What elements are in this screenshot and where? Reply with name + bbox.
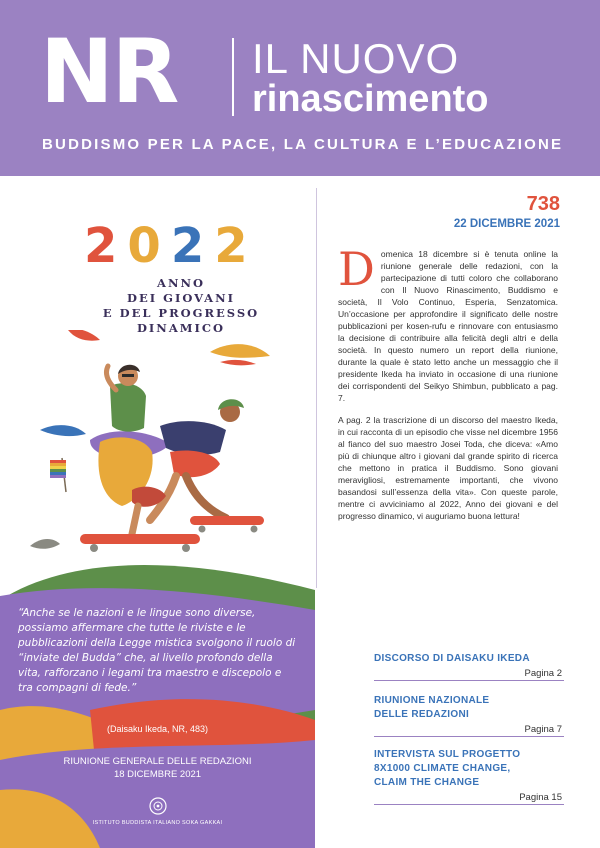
issue-date: 22 DICEMBRE 2021 <box>453 218 560 230</box>
skateboard-wheel-shape <box>182 544 190 552</box>
nr-logo: NR <box>40 20 178 123</box>
raised-arm-shape <box>106 366 116 390</box>
toc-title: RIUNIONE NAZIONALE <box>374 695 490 706</box>
masthead-divider <box>232 38 234 116</box>
article-text: omenica 18 dicembre si è tenuta online la riunione generale delle redazioni, con la partecipazione di tutti coloro che collaborano con Il Nuovo Rinascimento, Buddismo e società, Il Volo Continuo, Esperia, Senzatomica. Un’occasione per approfondire il significato delle nostre pubblicazioni per kosen-rufu e rinnovare con entusiasmo la decisione di contribuire alla felicità degli altri e della società. In questo numero un report della riunione, durante la quale è stato letto anche un messaggio che il presidente Ikeda ha inviato in occasione di una riunione dei corrispondenti del Seikyo Shimbun, pubblicato a pag. 7. <box>338 249 558 403</box>
masthead-tagline: BUDDISMO PER LA PACE, LA CULTURA E L’EDUCAZIONE <box>42 136 564 153</box>
toc-title: CLAIM THE CHANGE <box>374 777 480 788</box>
toc-item[interactable] <box>374 748 564 805</box>
drop-cap: D <box>338 242 375 296</box>
navy-shirt-shape <box>160 421 226 455</box>
publisher-name: ISTITUTO BUDDISTA ITALIANO SOKA GAKKAI <box>92 820 223 826</box>
ikeda-quote: “Anche se le nazioni e le lingue sono diverse, possiamo affermare che tutte le riviste e le pubblicazioni della Legge mistica svolgono il ruolo di “inviate del Budda” che, al livello profondo della vita, rafforzano i legami tra maestro e discepolo e tra compagni di fede.” <box>18 607 296 694</box>
year-digit: 0 <box>127 218 171 274</box>
skateboard-wheel-shape <box>251 526 258 533</box>
red-stripe-shape <box>220 360 256 365</box>
quote-citation: (Daisaku Ikeda, NR, 483) <box>106 724 209 734</box>
year-theme-line: E DEL PROGRESSO <box>102 306 260 320</box>
youth-skateboard-illustration <box>20 330 300 570</box>
editorial-article <box>338 242 558 532</box>
article-paragraph <box>338 242 558 404</box>
skateboard-shape <box>190 516 264 525</box>
institute-emblem-icon <box>148 796 168 816</box>
year-theme-line: DINAMICO <box>136 321 226 335</box>
grey-leaf-shape <box>30 539 60 549</box>
year-digit: 2 <box>214 218 258 274</box>
toc-item[interactable] <box>374 652 564 681</box>
toc-page: Pagina 7 <box>524 724 562 735</box>
column-divider <box>316 188 317 588</box>
toc-title: 8X1000 CLIMATE CHANGE, <box>374 763 511 774</box>
year-digit: 2 <box>170 218 215 274</box>
year-theme <box>90 276 272 336</box>
blue-leaf-shape <box>40 425 86 436</box>
year-digit: 2 <box>84 218 128 274</box>
event-date: 18 DICEMBRE 2021 <box>113 769 202 780</box>
toc-title: INTERVISTA SUL PROGETTO <box>374 749 521 760</box>
yellow-swoosh-shape <box>210 344 270 358</box>
leg-shape <box>186 476 226 518</box>
toc-title: DELLE REDAZIONI <box>374 709 470 720</box>
leg-shape <box>132 506 138 534</box>
year-theme-line: ANNO <box>157 276 205 290</box>
sunglasses-shape <box>122 374 134 377</box>
skateboard-wheel-shape <box>90 544 98 552</box>
year-title <box>84 218 258 274</box>
toc-item[interactable] <box>374 694 564 737</box>
year-theme-line: DEI GIOVANI <box>127 291 235 305</box>
toc-page: Pagina 15 <box>519 792 562 803</box>
masthead <box>0 0 600 176</box>
rainbow-flag-shape <box>50 458 66 492</box>
toc-title: DISCORSO DI DAISAKU IKEDA <box>374 653 530 664</box>
masthead-title-line1: IL NUOVO <box>252 35 460 82</box>
toc-page: Pagina 2 <box>524 668 562 679</box>
skateboard-shape <box>80 534 200 544</box>
masthead-title-line2: rinascimento <box>252 78 489 120</box>
issue-number: 738 <box>526 193 560 215</box>
red-leaf-shape <box>68 330 100 341</box>
skateboard-wheel-shape <box>199 526 206 533</box>
event-label <box>0 755 315 781</box>
article-paragraph: A pag. 2 la trascrizione di un discorso del maestro Ikeda, in cui racconta di un episodio che visse nel dicembre 1956 al fianco del suo maestro Josei Toda, che diceva: «Amo più di chiunque altro i giovani dal grande spirito di ricerca che mettono in pratica il Buddismo. Sono giovani meravigliosi, estremamente importanti, che vivono basandosi sull’essenza della vita». Con queste parole, mentre ci avviciniamo al 2022, Anno dei giovani e del progresso dinamico, vi auguriamo buona lettura! <box>338 415 558 521</box>
event-title: RIUNIONE GENERALE DELLE REDAZIONI <box>63 756 252 767</box>
